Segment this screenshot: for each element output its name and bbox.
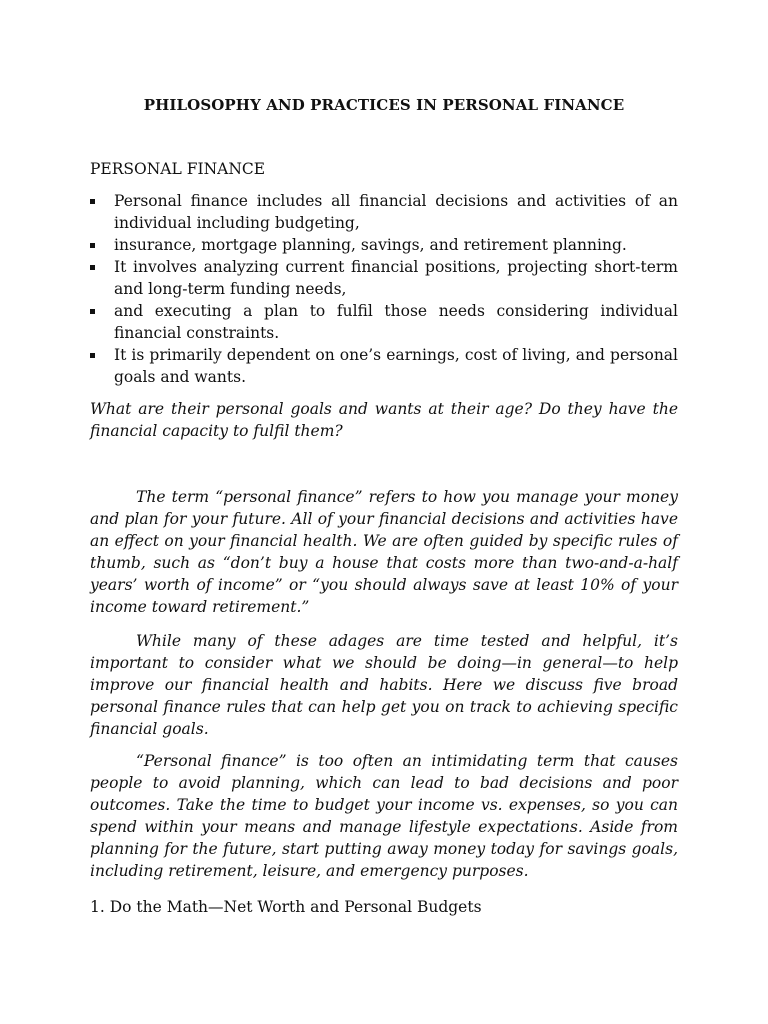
list-item-text: and executing a plan to fulfil those needs considering individual financial constraints. [114,302,678,342]
numbered-subheading: 1. Do the Math—Net Worth and Personal Budgets [90,898,482,916]
section-heading: PERSONAL FINANCE [90,160,266,178]
list-item-text: It is primarily dependent on one’s earnings, cost of living, and personal goals and wants. [114,346,678,386]
list-item [90,190,678,234]
square-bullet-icon [90,353,95,358]
square-bullet-icon [90,309,95,314]
list-item [90,234,678,256]
body-paragraph: “Personal finance” is too often an intimidating term that causes people to avoid planning, which can lead to bad decisions and poor outcomes. Take the time to budget your income vs. expenses, so you can spend within your means and manage lifestyle expectations. Aside from planning for the future, start putting away money today for savings goals, including retirement, leisure, and emergency purposes. [90,752,678,880]
bullet-list [90,190,678,388]
square-bullet-icon [90,265,95,270]
list-item [90,344,678,388]
body-paragraph: The term “personal finance” refers to how you manage your money and plan for your future. All of your financial decisions and activities have an effect on your financial health. We are often guided by specific rules of thumb, such as “don’t buy a house that costs more than two-and-a-half years’ worth of income” or “you should always save at least 10% of your income toward retirement.” [90,488,678,616]
square-bullet-icon [90,199,95,204]
list-item [90,256,678,300]
list-item-text: insurance, mortgage planning, savings, and retirement planning. [114,236,627,254]
body-paragraph: While many of these adages are time tested and helpful, it’s important to consider what we should be doing—in general—to help improve our financial health and habits. Here we discuss five broad personal finance rules that can help get you on track to achieving specific financial goals. [90,632,678,738]
guiding-question: What are their personal goals and wants at their age? Do they have the financial capacity to fulfil them? [90,400,678,440]
document-title: PHILOSOPHY AND PRACTICES IN PERSONAL FINANCE [143,96,625,114]
square-bullet-icon [90,243,95,248]
list-item [90,300,678,344]
list-item-text: Personal finance includes all financial decisions and activities of an individual including budgeting, [114,192,678,232]
list-item-text: It involves analyzing current financial positions, projecting short-term and long-term funding needs, [114,258,678,298]
